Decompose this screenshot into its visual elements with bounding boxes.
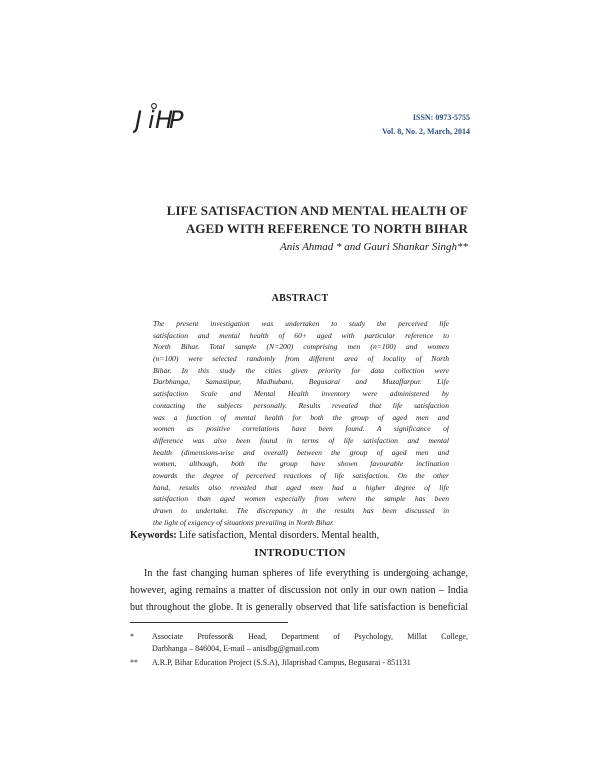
abstract-line: satisfaction and mental health of 60+ aged with particular reference to <box>153 330 449 340</box>
issn: ISSN: 0973-5755 <box>412 113 470 122</box>
abstract-body <box>153 318 449 528</box>
volume-issue: Vol. 8, No. 2, March, 2014 <box>382 127 470 136</box>
keywords-label: Keywords: <box>130 530 177 541</box>
introduction-body <box>130 565 468 616</box>
footnote-line: A.R.P, Bihar Education Project (S.S.A), Jilaprishad Campus, Begusarai - 851131 <box>152 658 411 667</box>
abstract-heading: ABSTRACT <box>271 293 329 304</box>
article-authors: Anis Ahmad * and Gauri Shankar Singh** <box>279 241 468 253</box>
abstract-line: Bihar. In this study the cities given priority for data collection were <box>153 365 449 375</box>
introduction-line: but throughout the globe. It is generally observed that life satisfaction is beneficial <box>130 602 468 613</box>
abstract-line: (n=100) were selected randomly from different area of locality of North <box>153 354 449 364</box>
abstract-line: was a function of mental health for both the group of aged men and <box>153 412 449 422</box>
footnote-marker: ** <box>130 658 138 667</box>
abstract-line: satisfaction than aged women especially from where the sample has been <box>153 494 449 504</box>
svg-text:J: J <box>135 106 143 134</box>
svg-text:i: i <box>148 106 155 134</box>
abstract-line: contacting the subjects personally. Results revealed that life satisfaction <box>153 400 449 410</box>
footnote-divider <box>130 622 288 623</box>
article-title-line-2: AGED WITH REFERENCE TO NORTH BIHAR <box>185 221 468 236</box>
footnote-marker: * <box>130 632 134 641</box>
abstract-line: satisfaction Scale and Mental Health inventory were administered by <box>153 389 449 399</box>
abstract-line: hand, results also revealed that aged men had a higher degree of life <box>153 482 449 492</box>
footnote-1 <box>130 631 468 655</box>
abstract-line: towards the degree of perceived reactions of life satisfaction. On the other <box>153 470 449 480</box>
introduction-line: In the fast changing human spheres of life everything is undergoing achange, <box>144 568 468 579</box>
abstract-line: difference was also been found in terms of life satisfaction and mental <box>153 435 449 445</box>
abstract-line: Darbhanga, Samastipur, Madhubani, Begusarai and Muzaffarpur. Life <box>153 377 449 387</box>
introduction-line: however, aging remains a matter of discussion not only in our own nation – India <box>130 585 468 596</box>
abstract-line: drawn to undertake. The discrepancy in the results has been discussed in <box>153 506 449 515</box>
abstract-line: women, although, both the group have shown favourable inclination <box>153 459 449 469</box>
svg-text:H: H <box>155 106 174 134</box>
footnote-line: Associate Professor& Head, Department of Psychology, Millat College, <box>152 632 468 641</box>
svg-text:P: P <box>169 106 184 134</box>
abstract-line: the light of exigency of situations prevailing in North Bihar. <box>153 517 335 527</box>
keywords-text: Life satisfaction, Mental disorders. Mental health, <box>179 530 380 541</box>
abstract-line: health (dimensions-wise and overall) between the group of aged men and <box>153 447 449 457</box>
introduction-heading: INTRODUCTION <box>254 547 346 559</box>
footnote-2 <box>130 657 468 669</box>
journal-logo <box>133 100 193 136</box>
article-title-line-1: LIFE SATISFACTION AND MENTAL HEALTH OF <box>166 203 468 218</box>
abstract-line: women as positive correlations have been found. A significance of <box>153 424 449 434</box>
abstract-line: North Bihar. Total sample (N=200) comprising men (n=100) and women <box>153 342 449 352</box>
footnote-line: Darbhanga – 846004, E-mail – anisdbg@gmail.com <box>152 644 320 653</box>
abstract-line: The present investigation was undertaken to study the perceived life <box>153 319 449 328</box>
keywords <box>130 530 379 541</box>
